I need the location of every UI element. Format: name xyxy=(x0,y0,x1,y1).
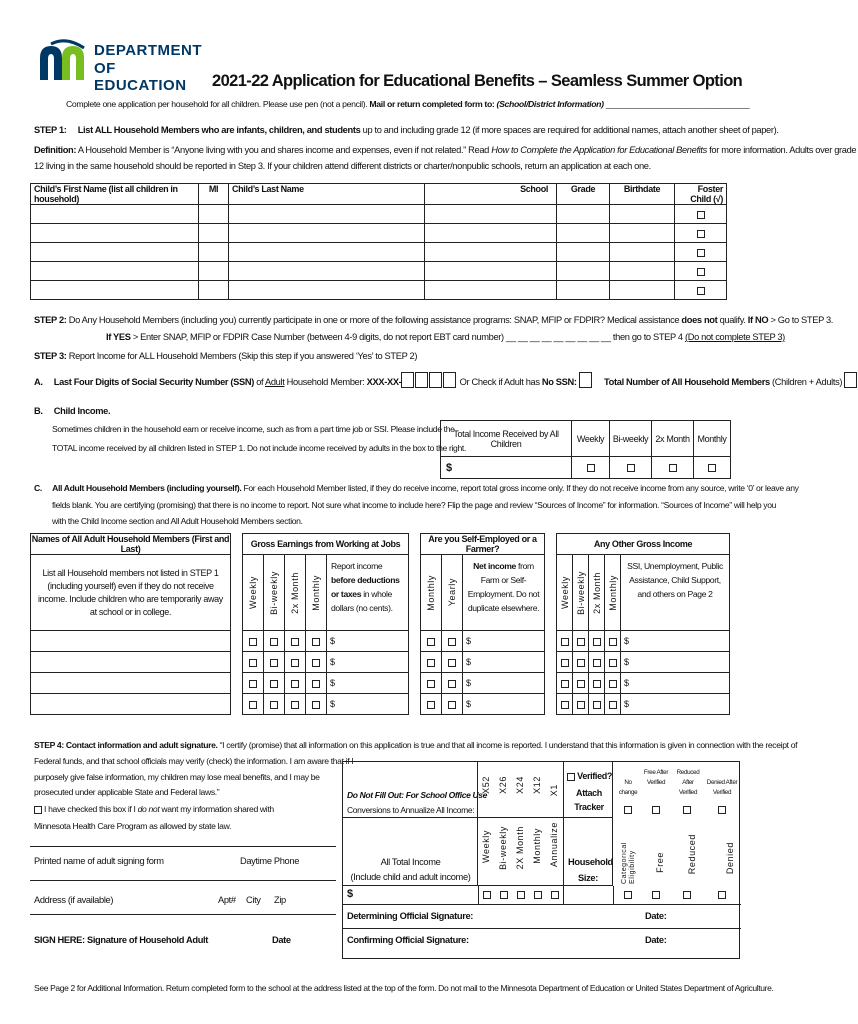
zip-label: Zip xyxy=(274,895,286,905)
denied-after-checkbox[interactable] xyxy=(718,806,726,814)
mult-x12: X12 xyxy=(532,776,542,794)
freq-checkbox[interactable] xyxy=(427,701,435,709)
freq-checkbox[interactable] xyxy=(270,659,278,667)
col-foster: Foster Child (√) xyxy=(675,184,727,205)
other-2xmonth-label: 2x Month xyxy=(591,571,602,614)
adult-row xyxy=(31,631,730,652)
foster-checkbox[interactable] xyxy=(697,287,705,295)
self-monthly-label: Monthly xyxy=(426,574,436,611)
freq-checkbox[interactable] xyxy=(312,701,320,709)
last-name-input[interactable] xyxy=(229,262,425,281)
mn-logo-icon xyxy=(38,42,90,82)
grade-input[interactable] xyxy=(557,281,610,300)
office-annualize-label: Annualize xyxy=(549,822,559,867)
freq-checkbox[interactable] xyxy=(593,638,601,646)
col-mi: MI xyxy=(199,184,229,205)
first-name-input[interactable] xyxy=(31,205,199,224)
step4-text1: STEP 4: Contact information and adult signature. “I certify (promise) that all information on this application is true and that all income is reported. I understand that this information is given in connection with the receipt of xyxy=(34,740,798,750)
step4-text4: prosecuted under applicable State and Federal laws.” xyxy=(34,787,220,797)
earnings-input[interactable]: $ xyxy=(327,631,409,652)
other-income-input[interactable]: $ xyxy=(621,631,730,652)
step3-c-text2: fields blank. You are certifying (promising) that there is no income to report. Not sure what income to include here? Flip the page and review “Sources of Income” for information. “Sources of Income” will help you xyxy=(52,500,777,510)
adult-name-input[interactable] xyxy=(31,694,231,715)
other-income-input[interactable]: $ xyxy=(621,673,730,694)
share-opt-out-checkbox[interactable] xyxy=(34,806,42,814)
grade-input[interactable] xyxy=(557,205,610,224)
freq-checkbox[interactable] xyxy=(291,701,299,709)
page-title: 2021-22 Application for Educational Benefits – Seamless Summer Option xyxy=(212,72,743,90)
office-weekly-label: Weekly xyxy=(481,830,491,863)
no-change-checkbox[interactable] xyxy=(624,806,632,814)
child-income-weekly: Weekly xyxy=(572,421,610,457)
other-weekly-label: Weekly xyxy=(559,576,570,609)
freq-checkbox[interactable] xyxy=(669,464,677,472)
mult-x26: X26 xyxy=(498,776,508,794)
freq-checkbox[interactable] xyxy=(270,701,278,709)
freq-checkbox[interactable] xyxy=(551,891,559,899)
sign-here-label: SIGN HERE: Signature of Household Adult xyxy=(34,935,209,945)
verified-checkbox[interactable] xyxy=(567,773,575,781)
verified-label: Verified? xyxy=(567,770,612,782)
logo xyxy=(38,40,203,94)
determining-sig-label: Determining Official Signature: xyxy=(347,911,474,921)
step3-b-text2: TOTAL income received by all children listed in STEP 1. Do not include income received by adults in the box to the right. xyxy=(52,443,466,453)
logo-line2: OF EDUCATION xyxy=(94,60,187,94)
mi-input[interactable] xyxy=(199,205,229,224)
freq-checkbox[interactable] xyxy=(593,701,601,709)
mi-input[interactable] xyxy=(199,262,229,281)
share-option-2: Minnesota Health Care Program as allowed by state law. xyxy=(34,821,232,831)
earn-2xmonth-label: 2x Month xyxy=(290,571,300,614)
birthdate-input[interactable] xyxy=(610,243,675,262)
children-table xyxy=(30,183,727,300)
freq-checkbox[interactable] xyxy=(249,638,257,646)
footer-note: See Page 2 for Additional Information. Return completed form to the school at the address listed at the top of the form. Do not mail to the Minnesota Department of Education or United States Department of Agriculture. xyxy=(34,983,774,993)
freq-checkbox[interactable] xyxy=(448,701,456,709)
col-school: School xyxy=(425,184,557,205)
child-income-monthly: Monthly xyxy=(694,421,731,457)
first-name-input[interactable] xyxy=(31,224,199,243)
office-conv: Conversions to Annualize All Income: xyxy=(347,805,475,815)
adult-name-input[interactable] xyxy=(31,631,231,652)
freq-checkbox[interactable] xyxy=(577,680,585,688)
school-input[interactable] xyxy=(425,205,557,224)
freq-checkbox[interactable] xyxy=(448,638,456,646)
reduced-checkbox[interactable] xyxy=(683,891,691,899)
sign-date-label: Date xyxy=(272,935,291,945)
first-name-input[interactable] xyxy=(31,243,199,262)
self-yearly-label: Yearly xyxy=(447,578,457,607)
freq-checkbox[interactable] xyxy=(291,680,299,688)
earn-weekly-label: Weekly xyxy=(248,576,258,609)
gross-earnings-header: Gross Earnings from Working at Jobs xyxy=(243,534,409,555)
ssn-digit-box[interactable] xyxy=(415,372,428,388)
denied-checkbox[interactable] xyxy=(718,891,726,899)
all-total-income-label: All Total Income xyxy=(380,857,441,867)
step4-text3: purposely give false information, my children may lose meal benefits, and I may be xyxy=(34,772,320,782)
other-monthly-label: Monthly xyxy=(607,574,618,611)
freq-checkbox[interactable] xyxy=(312,638,320,646)
child-income-2xmonth: 2x Month xyxy=(652,421,694,457)
freq-checkbox[interactable] xyxy=(577,638,585,646)
other-biweekly-label: Bi-weekly xyxy=(575,570,586,615)
self-employed-header: Are you Self-Employed or a Farmer? xyxy=(421,534,545,555)
freq-checkbox[interactable] xyxy=(587,464,595,472)
office-monthly-label: Monthly xyxy=(532,828,542,864)
earnings-input[interactable]: $ xyxy=(327,694,409,715)
adult-name-input[interactable] xyxy=(31,673,231,694)
freq-checkbox[interactable] xyxy=(427,638,435,646)
col-first-name: Child’s First Name (list all children in household) xyxy=(31,184,199,205)
birthdate-input[interactable] xyxy=(610,281,675,300)
freq-checkbox[interactable] xyxy=(609,680,617,688)
freq-checkbox[interactable] xyxy=(427,659,435,667)
household-size-label: Size: xyxy=(578,873,598,883)
child-income-amount[interactable]: $ xyxy=(441,457,572,479)
free-after-label: Free After Verified xyxy=(643,769,669,786)
reduced-label: Reduced xyxy=(687,834,697,875)
child-income-header: Total Income Received by All Children xyxy=(441,421,572,457)
last-name-input[interactable] xyxy=(229,281,425,300)
freq-checkbox[interactable] xyxy=(593,659,601,667)
freq-checkbox[interactable] xyxy=(291,659,299,667)
freq-checkbox[interactable] xyxy=(249,659,257,667)
child-row xyxy=(31,224,727,243)
birthdate-input[interactable] xyxy=(610,224,675,243)
step3-b-title: B. Child Income. xyxy=(34,406,111,416)
ssn-digit-box[interactable] xyxy=(443,372,456,388)
printed-name-label: Printed name of adult signing form xyxy=(34,856,164,866)
child-income-biweekly: Bi-weekly xyxy=(610,421,652,457)
grade-input[interactable] xyxy=(557,243,610,262)
school-input[interactable] xyxy=(425,281,557,300)
mi-input[interactable] xyxy=(199,281,229,300)
school-input[interactable] xyxy=(425,262,557,281)
freq-checkbox[interactable] xyxy=(291,638,299,646)
freq-checkbox[interactable] xyxy=(427,680,435,688)
birthdate-input[interactable] xyxy=(610,205,675,224)
reduced-after-label: Reduced After Verified xyxy=(676,769,700,796)
mult-x1: X1 xyxy=(549,784,559,797)
freq-checkbox[interactable] xyxy=(249,701,257,709)
mult-x24: X24 xyxy=(515,776,525,794)
mi-input[interactable] xyxy=(199,243,229,262)
report-income-note: Report income before deductions or taxes in whole dollars (no cents). xyxy=(327,555,409,631)
freq-checkbox[interactable] xyxy=(593,680,601,688)
last-name-input[interactable] xyxy=(229,205,425,224)
freq-checkbox[interactable] xyxy=(448,680,456,688)
child-row xyxy=(31,205,727,224)
determining-date-label: Date: xyxy=(645,911,667,921)
case-number-input[interactable]: __ __ __ __ __ __ __ __ __ xyxy=(506,332,611,342)
free-checkbox[interactable] xyxy=(652,891,660,899)
address-label: Address (if available) xyxy=(34,895,114,905)
freq-checkbox[interactable] xyxy=(561,701,569,709)
denied-after-label: Denied After Verified xyxy=(706,779,738,796)
step1-definition-2: 12 living in the same household should be reported in Step 3. If your children attend different districts or charter/nonpublic schools, return an application at each one. xyxy=(34,161,651,171)
freq-checkbox[interactable] xyxy=(609,638,617,646)
freq-checkbox[interactable] xyxy=(312,680,320,688)
grade-input[interactable] xyxy=(557,262,610,281)
freq-checkbox[interactable] xyxy=(517,891,525,899)
col-last-name: Child’s Last Name xyxy=(229,184,425,205)
logo-line1: DEPARTMENT xyxy=(94,42,203,59)
freq-checkbox[interactable] xyxy=(534,891,542,899)
freq-checkbox[interactable] xyxy=(561,638,569,646)
last-name-input[interactable] xyxy=(229,243,425,262)
freq-checkbox[interactable] xyxy=(609,659,617,667)
freq-checkbox[interactable] xyxy=(249,680,257,688)
step3-a: A. Last Four Digits of Social Security Number (SSN) of Adult Household Member: XXX-XX- Or Check if Adult has No SSN: Total Number of All Household Members (Children + Adults) xyxy=(34,372,858,392)
birthdate-input[interactable] xyxy=(610,262,675,281)
first-name-input[interactable] xyxy=(31,281,199,300)
ssn-digit-box[interactable] xyxy=(401,372,414,388)
adult-name-input[interactable] xyxy=(31,652,231,673)
denied-label: Denied xyxy=(725,842,735,875)
foster-checkbox[interactable] xyxy=(697,249,705,257)
office-biweekly-label: Bi-weekly xyxy=(498,826,508,870)
freq-checkbox[interactable] xyxy=(312,659,320,667)
col-grade: Grade xyxy=(557,184,610,205)
step3-b-text1: Sometimes children in the household earn or receive income, such as from a part time job or SSI. Please include the xyxy=(52,424,455,434)
attach-tracker-label: Attach Tracker xyxy=(574,788,604,812)
step2-line2: If YES > Enter SNAP, MFIP or FDPIR Case Number (between 4-9 digits, do not report EBT card number) __ __ __ __ __ __ __ __ __ then go to STEP 4 (Do not complete STEP 3) xyxy=(106,332,785,342)
categorical-checkbox[interactable] xyxy=(624,891,632,899)
step3-c-text1: C. All Adult Household Members (including yourself). For each Household Member listed, if they do receive income, report total gross income only. If they do not receive income from any source, write ‘0’ or leave any xyxy=(34,483,799,493)
school-input[interactable] xyxy=(425,224,557,243)
net-income-input[interactable]: $ xyxy=(463,673,545,694)
other-income-header: Any Other Gross Income xyxy=(557,534,730,555)
intro-line: Complete one application per household for all children. Please use pen (not a pencil). Mail or return completed form to: (School/District Information) ________________________________ xyxy=(66,99,750,109)
adult-names-header: Names of All Adult Household Members (First and Last) xyxy=(31,534,230,554)
confirming-date-label: Date: xyxy=(645,935,667,945)
step1-definition: Definition: A Household Member is “Anyone living with you and shares income and expenses, even if not related.” Read How to Complete the Application for Educational Benefits for more information. Adults over grade xyxy=(34,145,857,155)
reduced-after-checkbox[interactable] xyxy=(683,806,691,814)
free-after-checkbox[interactable] xyxy=(652,806,660,814)
child-row xyxy=(31,281,727,300)
adult-names-note: List all Household members not listed in STEP 1 (including yourself) even if they do not receive income. Include children who are temporarily away at school or in college. xyxy=(31,555,231,631)
net-income-input[interactable]: $ xyxy=(463,652,545,673)
office-title: Do Not Fill Out: For School Office Use xyxy=(347,790,488,800)
office-2xmonth-label: 2X Month xyxy=(515,826,525,870)
all-total-income-sub: (Include child and adult income) xyxy=(350,872,471,882)
confirming-sig-label: Confirming Official Signature: xyxy=(347,935,469,945)
free-label: Free xyxy=(655,852,665,873)
adult-income-table xyxy=(30,533,730,715)
step1-line: STEP 1: List ALL Household Members who are infants, children, and students up to and including grade 12 (if more spaces are required for additional names, attach another sheet of paper). xyxy=(34,125,779,135)
share-option: I have checked this box if I do not want my information shared with xyxy=(34,803,274,815)
city-label: City xyxy=(246,895,261,905)
step2-line1: STEP 2: Do Any Household Members (including you) currently participate in one or more of the following assistance programs: SNAP, MFIP or FDPIR? Medical assistance does not qualify. If NO > Go to STEP 3. xyxy=(34,315,834,325)
earn-monthly-label: Monthly xyxy=(311,574,321,611)
adult-row xyxy=(31,673,730,694)
total-members-box[interactable] xyxy=(844,372,857,388)
categorical-label: Categorical Eligibility xyxy=(621,841,636,884)
first-name-input[interactable] xyxy=(31,262,199,281)
last-name-input[interactable] xyxy=(229,224,425,243)
child-row xyxy=(31,243,727,262)
total-income-amount[interactable]: $ xyxy=(347,888,353,900)
mult-x52: X52 xyxy=(481,776,491,794)
freq-checkbox[interactable] xyxy=(270,638,278,646)
household-label: Household xyxy=(568,857,613,867)
no-change-label: No change xyxy=(618,779,638,796)
freq-checkbox[interactable] xyxy=(270,680,278,688)
freq-checkbox[interactable] xyxy=(500,891,508,899)
col-birthdate: Birthdate xyxy=(610,184,675,205)
daytime-phone-label: Daytime Phone xyxy=(240,856,300,866)
child-row xyxy=(31,262,727,281)
other-income-note: SSI, Unemployment, Public Assistance, Child Support, and others on Page 2 xyxy=(621,555,730,631)
grade-input[interactable] xyxy=(557,224,610,243)
freq-checkbox[interactable] xyxy=(561,659,569,667)
net-income-input[interactable]: $ xyxy=(463,694,545,715)
freq-checkbox[interactable] xyxy=(577,659,585,667)
freq-checkbox[interactable] xyxy=(577,701,585,709)
freq-checkbox[interactable] xyxy=(561,680,569,688)
foster-checkbox[interactable] xyxy=(697,230,705,238)
other-income-input[interactable]: $ xyxy=(621,694,730,715)
apt-label: Apt# xyxy=(218,895,236,905)
child-income-table xyxy=(440,420,731,479)
net-income-note: Net income from Farm or Self-Employment. Do not duplicate elsewhere. xyxy=(463,555,545,631)
earn-biweekly-label: Bi-weekly xyxy=(269,570,279,615)
adult-row xyxy=(31,652,730,673)
ssn-digit-box[interactable] xyxy=(429,372,442,388)
freq-checkbox[interactable] xyxy=(609,701,617,709)
step3-c-text3: with the Child Income section and All Adult Household Members section. xyxy=(52,516,303,526)
freq-checkbox[interactable] xyxy=(627,464,635,472)
school-input[interactable] xyxy=(425,243,557,262)
foster-checkbox[interactable] xyxy=(697,211,705,219)
office-use-box xyxy=(342,761,740,959)
earnings-input[interactable]: $ xyxy=(327,673,409,694)
foster-checkbox[interactable] xyxy=(697,268,705,276)
mi-input[interactable] xyxy=(199,224,229,243)
freq-checkbox[interactable] xyxy=(483,891,491,899)
net-income-input[interactable]: $ xyxy=(463,631,545,652)
other-income-input[interactable]: $ xyxy=(621,652,730,673)
earnings-input[interactable]: $ xyxy=(327,652,409,673)
freq-checkbox[interactable] xyxy=(708,464,716,472)
step3-line: STEP 3: Report Income for ALL Household Members (Skip this step if you answered ‘Yes’ to STEP 2) xyxy=(34,351,418,361)
no-ssn-checkbox[interactable] xyxy=(579,372,592,388)
freq-checkbox[interactable] xyxy=(448,659,456,667)
step4-text2: Federal funds, and that school officials may verify (check) the information. I am aware that if I xyxy=(34,756,354,766)
adult-row xyxy=(31,694,730,715)
